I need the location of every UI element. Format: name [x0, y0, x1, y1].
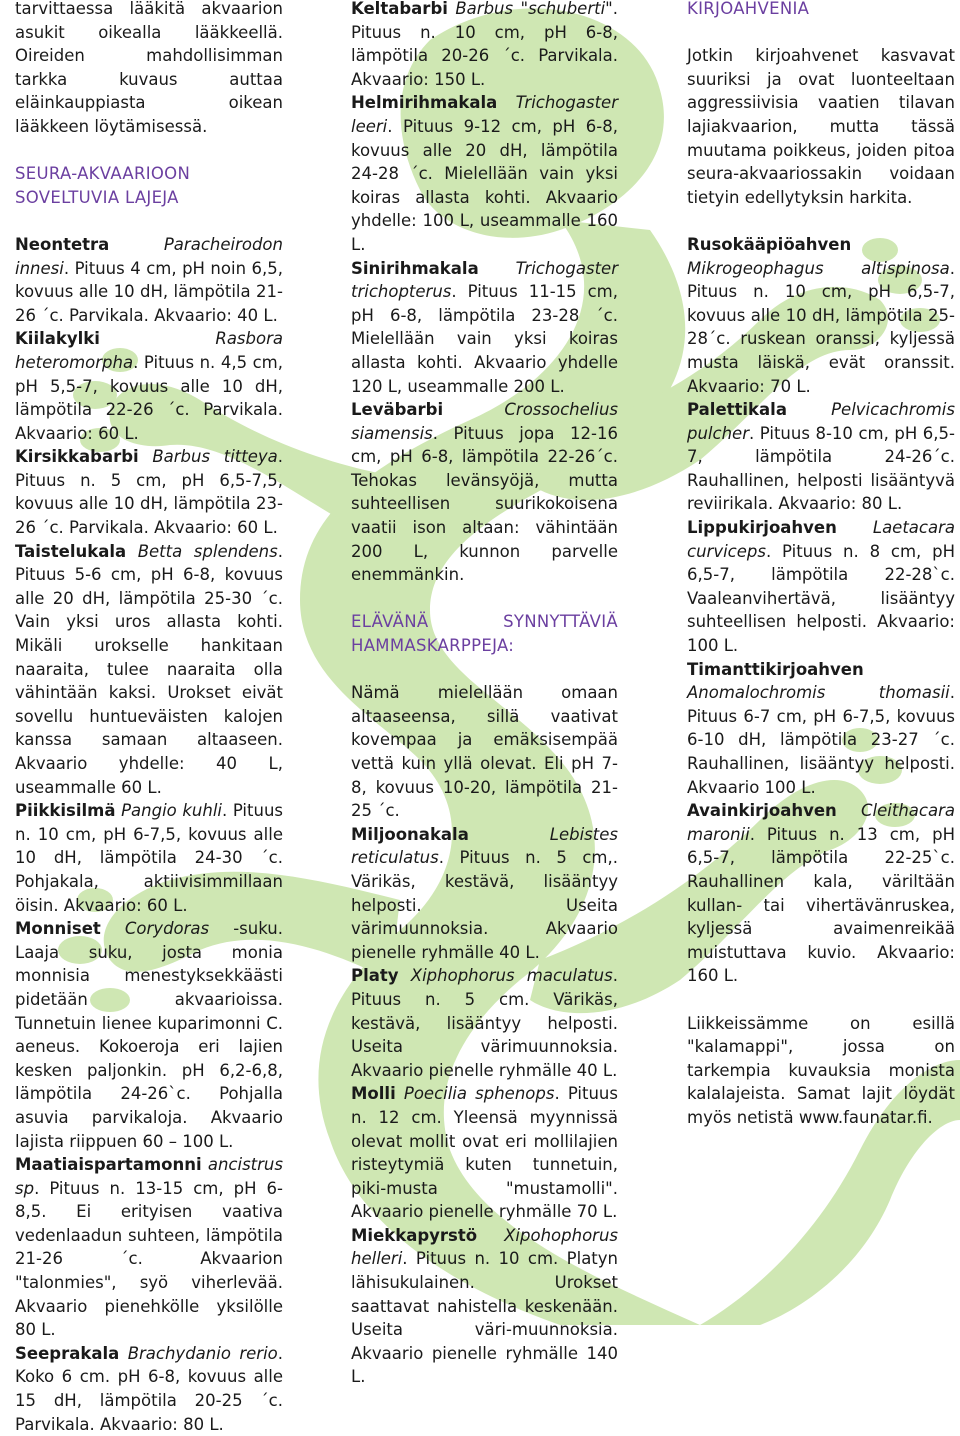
section-heading: SEURA-AKVAARIOON SOVELTUVIA LAJEJA [15, 164, 191, 207]
species-description: . Pituus n. 4,5 cm, pH 5,5-7, kovuus alle 10 dH, lämpötila 22-26 ´c. Parvikala. Akvaario: 60 L. [15, 352, 283, 443]
species-description: . Pituus 11-15 cm, pH 6-8, lämpötila 23-28 ´c. Mielellään vain yksi koiras allasta kohti. Akvaario yhdelle 120 L, useammalle 200 L. [351, 282, 618, 396]
species-entry [15, 327, 283, 445]
species-name: Seeprakala [15, 1343, 120, 1363]
species-latin-name: Poecilia sphenops [403, 1084, 555, 1104]
species-latin-name: Xipohophorus helleri [351, 1225, 618, 1269]
species-entry [15, 445, 283, 539]
species-name: Palettikala [687, 400, 787, 420]
species-latin-name: Rasbora heteromorpha [15, 329, 283, 372]
species-name: Molli [351, 1084, 396, 1104]
species-description: . Pituus n. 5 cm, pH 6,5-7,5, kovuus alle 10 dH, lämpötila 23-26 ´c. Parvikala. Akvaario: 60 L. [15, 447, 283, 538]
species-description: . Pituus 6-7 cm, pH 6-7,5, kovuus 6-10 dH, lämpötila 23-27 ´c. Rauhallinen, lisääntyy helposti. Akvaario 100 L. [687, 683, 955, 797]
species-latin-name: Pangio kuhli [121, 801, 222, 821]
species-latin-name: ancistrus sp [15, 1155, 283, 1198]
species-name: Kiilakylki [15, 329, 100, 349]
column-right [687, 0, 955, 1130]
species-entry [351, 0, 618, 91]
species-latin-name: Lebistes reticulatus [351, 824, 618, 868]
species-name: Platy [351, 966, 399, 986]
species-entry [15, 1153, 283, 1342]
species-entry [351, 1082, 618, 1224]
species-latin-name: Laetacara curviceps [687, 518, 955, 561]
species-entry [687, 799, 955, 988]
species-name: Maatiaispartamonni [15, 1155, 202, 1175]
species-entry [351, 964, 618, 1082]
species-description: . Pituus n. 10 cm, pH 6-8, lämpötila 20-26 ´c. Parvikala. Akvaario: 150 L. [351, 0, 619, 89]
species-description: . Pituus n. 5 cm,. Värikäs, kestävä, lisääntyy helposti. Useita värimuunnoksia. Akvaario pienelle ryhmälle 40 L. [351, 848, 618, 962]
species-entry [351, 398, 618, 587]
species-name: Sinirihmakala [351, 258, 479, 278]
intro-paragraph: tarvittaessa lääkitä akvaarion asukit oikealla lääkkeellä. Oireiden mahdollisimman tarkka kuvaus auttaa eläinkauppiasta oikean lääkkeen löytämisessä. [15, 0, 283, 136]
species-entry [15, 917, 283, 1153]
species-entry [15, 1342, 283, 1436]
species-name: Miljoonakala [351, 824, 469, 844]
species-entry [15, 799, 283, 917]
species-latin-name: Cleithacara maronii [687, 801, 955, 844]
species-entry [687, 516, 955, 658]
column-middle [351, 0, 618, 1389]
species-description: . Pituus 5-6 cm, pH 6-8, kovuus alle 20 dH, lämpötila 25-30 ´c. Vain yksi uros allasta kohti. Mikäli urokselle hankitaan naaraita, tulee naaraita olla vähintään kaksi. Urokset eivät sovellu huntueväisten kalojen kanssa samaan altaaseen. Akvaario yhdelle: 40 L, useammalle 60 L. [15, 541, 283, 797]
species-name: Kirsikkabarbi [15, 447, 139, 467]
species-name: Lippukirjoahven [687, 518, 837, 538]
species-description: . Pituus n. 5 cm. Värikäs, kestävä, lisääntyy helposti. Useita värimuunnoksia. Akvaario pienelle ryhmälle 40 L. [351, 966, 618, 1080]
species-latin-name: Xiphophorus maculatus [410, 966, 613, 986]
species-description: . Pituus n. 12 cm. Yleensä myynnissä olevat mollit ovat eri mollilajien risteytymiä kuten tunnetuin, piki-musta "mustamolli". Akvaario pienelle ryhmälle 70 L. [351, 1084, 618, 1222]
species-description: -suku. Laaja suku, josta monia monnisia menestyksekkäästi pidetään akvaarioissa. Tunnetuin lienee kuparimonni C. aeneus. Kokoeroja eri lajien kesken paljonkin. pH 6,2-6,8, lämpötila 24-26`c. Pohjalla asuvia parvikaloja. Akvaario lajista riippuen 60 – 100 L. [15, 919, 283, 1151]
species-entry [15, 540, 283, 800]
species-description: . Pituus 9-12 cm, pH 6-8, kovuus alle 20 dH, lämpötila 24-28 ´c. Mielellään vain yksi koiras allasta kohti. Akvaario yhdelle: 100 L, useammalle 160 L. [351, 116, 618, 254]
species-description: . Pituus jopa 12-16 cm, pH 6-8, lämpötila 22-26´c. Tehokas levänsyöjä, mutta suhteellisen suurikokoisena vaatii ison altaan: vähintään 200 L, kunnon parvelle enemmänkin. [351, 423, 618, 585]
species-latin-name: Barbus titteya [152, 447, 278, 467]
species-latin-name: Mikrogeophagus altispinosa [687, 258, 950, 278]
species-latin-name: Corydoras [124, 919, 210, 939]
species-list [15, 233, 283, 1436]
species-description: . Koko 6 cm. pH 6-8, kovuus alle 15 dH, lämpötila 20-25 ´c. Parvikala. Akvaario: 80 L. [15, 1343, 283, 1434]
species-description: . Pituus n. 10 cm, pH 6,5-7, kovuus alle 10 dH, lämpötila 25-28´c. ruskean oranssi, kyljessä musta läiskä, evät oranssit. Akvaario: 70 L. [687, 258, 955, 396]
intro-paragraph: Nämä mielellään omaan altaaseensa, sillä vaativat kovempaa ja emäksisempää vettä kuin yllä olevat. Eli pH 7-8, kovuus 10-20, lämpötila 21-25 ´c. [351, 683, 618, 821]
species-entry [687, 658, 955, 800]
species-name: Miekkapyrstö [351, 1225, 478, 1245]
species-latin-name: Anomalochromis thomasii [687, 683, 950, 703]
species-latin-name: Pelvicachromis pulcher [687, 400, 955, 443]
species-name: Helmirihmakala [351, 93, 498, 113]
species-latin-name: Crossochelius siamensis [351, 400, 618, 443]
species-entry [351, 1224, 618, 1389]
intro-paragraph: Jotkin kirjoahvenet kasvavat suuriksi ja ovat luonteeltaan aggressiivisia vaatien tilavan lajiakvaarion, mutta tässä muutama poikkeus, joiden pitoa seura-akvaariossakin voidaan tietyin edellytyksin harkita. [687, 46, 955, 207]
outro-paragraph: Liikkeissämme on esillä "kalamappi", jossa on tarkempia kuvauksia monista kalalajeista. Samat lajit löydät myös netistä www.faunatar.fi. [687, 1013, 955, 1127]
species-description: . Pituus n. 10 cm. Platyn lähisukulainen. Urokset saattavat nahistella keskenään. Useita väri-muunnoksia. Akvaario pienelle ryhmälle 140 L. [351, 1249, 618, 1387]
species-latin-name: Barbus "schuberti" [455, 0, 613, 18]
species-entry [351, 91, 618, 256]
species-description: . Pituus 8-10 cm, pH 6,5-7, lämpötila 24-26´c. Rauhallinen, helposti lisääntyvä reviirikala. Akvaario: 80 L. [687, 423, 955, 514]
species-name: Taistelukala [15, 541, 127, 561]
species-description: . Pituus n. 13-15 cm, pH 6-8,5. Ei erityisen vaativa vedenlaadun suhteen, lämpötila 21-26 ´c. Akvaarion "talonmies", syö viherlevää. Akvaario pienehkölle yksilölle 80 L. [15, 1178, 283, 1340]
species-name: Neontetra [15, 234, 110, 254]
section-heading: ELÄVÄNÄ SYNNYTTÄVIÄ HAMMASKARPPEJA: [351, 612, 618, 656]
species-latin-name: Trichogaster leeri [351, 93, 618, 136]
species-entry [351, 257, 618, 399]
species-name: Keltabarbi [351, 0, 448, 18]
species-name: Monniset [15, 919, 101, 939]
species-name: Piikkisilmä [15, 801, 116, 821]
species-description: . Pituus 4 cm, pH noin 6,5, kovuus alle 10 dH, lämpötila 21-26 ´c. Parvikala. Akvaario: 40 L. [15, 258, 283, 325]
species-list [687, 233, 955, 988]
species-entry [351, 823, 618, 965]
species-latin-name: Trichogaster trichopterus [351, 258, 618, 302]
species-description: . Pituus n. 10 cm, pH 6-7,5, kovuus alle 10 dH, lämpötila 24-30 ´c. Pohjakala, aktiivisimmillaan öisin. Akvaario: 60 L. [15, 801, 283, 915]
species-name: Leväbarbi [351, 400, 444, 420]
species-latin-name: Betta splendens [137, 541, 278, 561]
species-name: Avainkirjoahven [687, 801, 837, 821]
species-description: . Pituus n. 13 cm, pH 6,5-7, lämpötila 22-25`c. Rauhallinen kala, väriltään kullan- tai vihertävänruskea, kyljessä avaimenreikää muistuttava kuvio. Akvaario: 160 L. [687, 824, 955, 986]
species-name: Timanttikirjoahven [687, 659, 864, 679]
species-list [351, 823, 618, 1389]
species-latin-name: Brachydanio rerio [127, 1343, 278, 1363]
section-heading: KIRJOAHVENIA [687, 0, 810, 18]
species-entry [687, 233, 955, 398]
column-left [15, 0, 283, 1436]
species-entry [15, 233, 283, 327]
species-description: . Pituus n. 8 cm, pH 6,5-7, lämpötila 22-28`c. Vaaleanvihertävä, lisääntyy suhteellisen helposti. Akvaario: 100 L. [687, 541, 955, 656]
species-list [351, 0, 618, 587]
species-latin-name: Paracheirodon innesi [15, 234, 283, 278]
species-entry [687, 398, 955, 516]
species-name: Rusokääpiöahven [687, 234, 852, 254]
